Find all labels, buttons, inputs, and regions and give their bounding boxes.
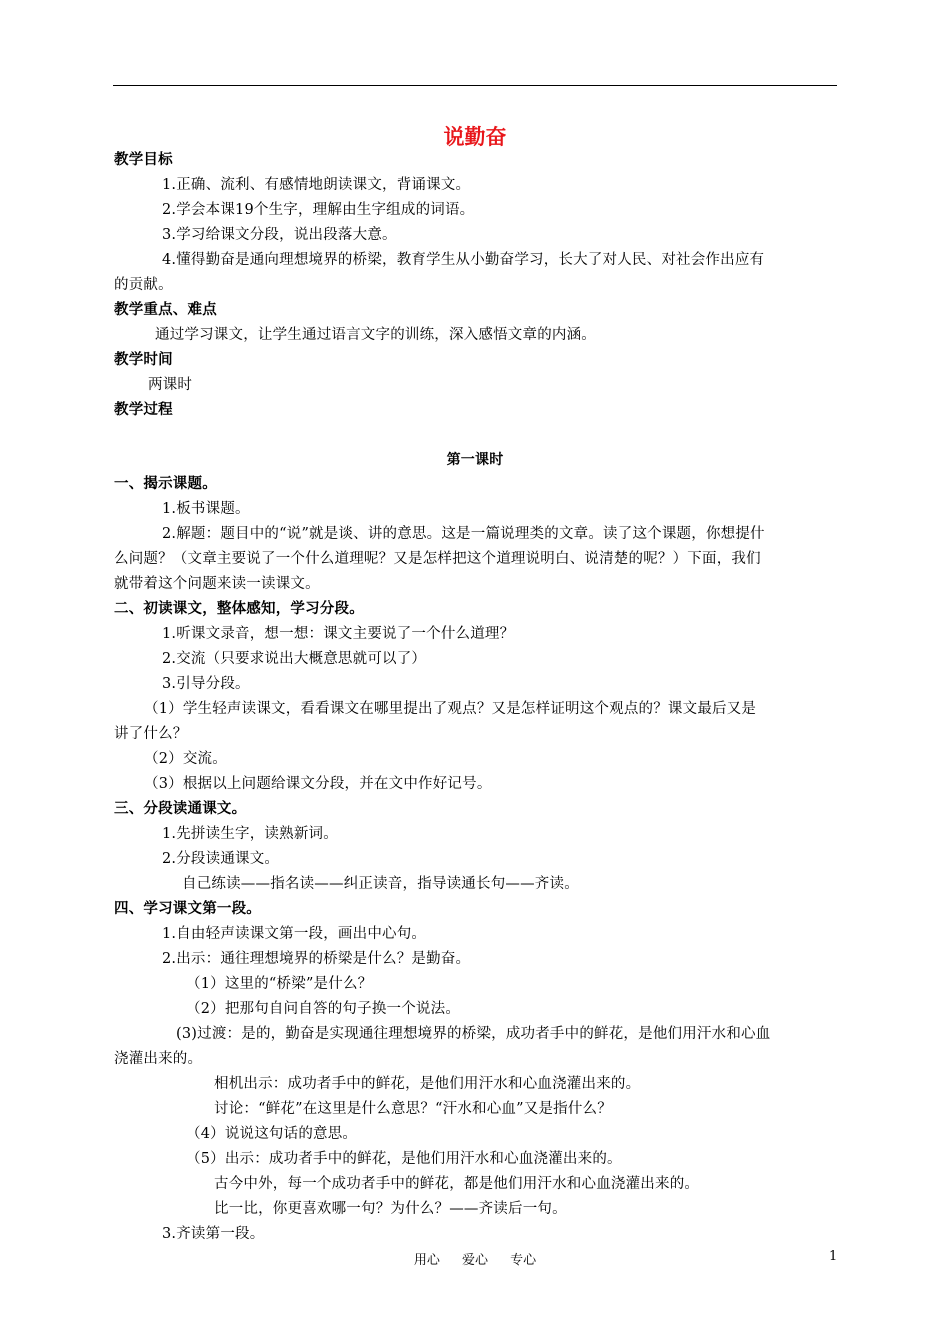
process-heading: 教学过程 <box>114 402 173 418</box>
list-item: （2）把那句自问自答的句子换一个说法。 <box>186 1001 461 1017</box>
goal-item: 2.学会本课19个生字，理解由生字组成的词语。 <box>162 202 475 218</box>
list-item: 讨论：“鲜花”在这里是什么意思？“汗水和心血”又是指什么？ <box>214 1101 612 1117</box>
section-heading: 二、初读课文，整体感知，学习分段。 <box>114 601 364 617</box>
header-rule <box>113 85 837 86</box>
list-item: 1.自由轻声读课文第一段，画出中心句。 <box>162 926 427 942</box>
goals-heading: 教学目标 <box>114 152 173 168</box>
key-points-heading: 教学重点、难点 <box>114 302 217 318</box>
page-number: 1 <box>829 1249 838 1264</box>
list-item: 相机出示：成功者手中的鲜花，是他们用汗水和心血浇灌出来的。 <box>214 1076 641 1092</box>
lesson-heading: 第一课时 <box>446 452 504 468</box>
list-item-continued: 么问题？（文章主要说了一个什么道理呢？又是怎样把这个道理说明白、说清楚的呢？）下面，我们 <box>114 551 761 567</box>
section-heading: 四、学习课文第一段。 <box>114 901 261 917</box>
list-item-continued: 浇灌出来的。 <box>114 1051 203 1067</box>
key-points-text: 通过学习课文，让学生通过语言文字的训练，深入感悟文章的内涵。 <box>155 327 596 343</box>
list-item: （4）说说这句话的意思。 <box>186 1126 358 1142</box>
list-item: 比一比，你更喜欢哪一句？为什么？——齐读后一句。 <box>214 1201 567 1217</box>
page-footer <box>0 1249 950 1268</box>
list-item: 2.分段读通课文。 <box>162 851 280 867</box>
footer-word: 专心 <box>510 1253 537 1268</box>
footer-word: 爱心 <box>461 1253 488 1268</box>
list-item: 2.解题：题目中的“说”就是谈、讲的意思。这是一篇说理类的文章。读了这个课题，你想提什 <box>162 526 765 542</box>
goal-item: 4.懂得勤奋是通向理想境界的桥梁，教育学生从小勤奋学习，长大了对人民、对社会作出应有 <box>162 252 765 268</box>
goal-item-continued: 的贡献。 <box>114 277 173 293</box>
footer-word: 用心 <box>413 1253 440 1268</box>
list-item-continued: 就带着这个问题来读一读课文。 <box>114 576 320 592</box>
list-item-continued: 讲了什么？ <box>114 726 188 742</box>
section-heading: 三、分段读通课文。 <box>114 801 247 817</box>
list-item: （1）学生轻声读课文，看看课文在哪里提出了观点？又是怎样证明这个观点的？课文最后又是 <box>144 701 757 717</box>
list-item: 2.交流（只要求说出大概意思就可以了） <box>162 651 427 667</box>
list-item: 古今中外，每一个成功者手中的鲜花，都是他们用汗水和心血浇灌出来的。 <box>214 1176 700 1192</box>
goal-item: 3.学习给课文分段，说出段落大意。 <box>162 227 397 243</box>
list-item: （5）出示：成功者手中的鲜花，是他们用汗水和心血浇灌出来的。 <box>186 1151 622 1167</box>
section-heading: 一、揭示课题。 <box>114 476 217 492</box>
list-item: （1）这里的“桥梁”是什么？ <box>186 976 373 992</box>
list-item: （2）交流。 <box>144 751 227 767</box>
list-item: 1.板书课题。 <box>162 501 250 517</box>
list-item: 3.齐读第一段。 <box>162 1226 265 1242</box>
list-item: (3)过渡：是的，勤奋是实现通往理想境界的桥梁，成功者手中的鲜花，是他们用汗水和心血 <box>176 1026 771 1042</box>
list-item: 自己练读——指名读——纠正读音，指导读通长句——齐读。 <box>182 876 579 892</box>
document-title: 说勤奋 <box>443 125 507 149</box>
time-heading: 教学时间 <box>114 352 173 368</box>
goal-item: 1.正确、流利、有感情地朗读课文，背诵课文。 <box>162 177 471 193</box>
list-item: （3）根据以上问题给课文分段，并在文中作好记号。 <box>144 776 492 792</box>
list-item: 2.出示：通往理想境界的桥梁是什么？是勤奋。 <box>162 951 471 967</box>
list-item: 3.引导分段。 <box>162 676 250 692</box>
time-text: 两课时 <box>148 377 193 393</box>
list-item: 1.听课文录音，想一想：课文主要说了一个什么道理？ <box>162 626 515 642</box>
list-item: 1.先拼读生字，读熟新词。 <box>162 826 338 842</box>
